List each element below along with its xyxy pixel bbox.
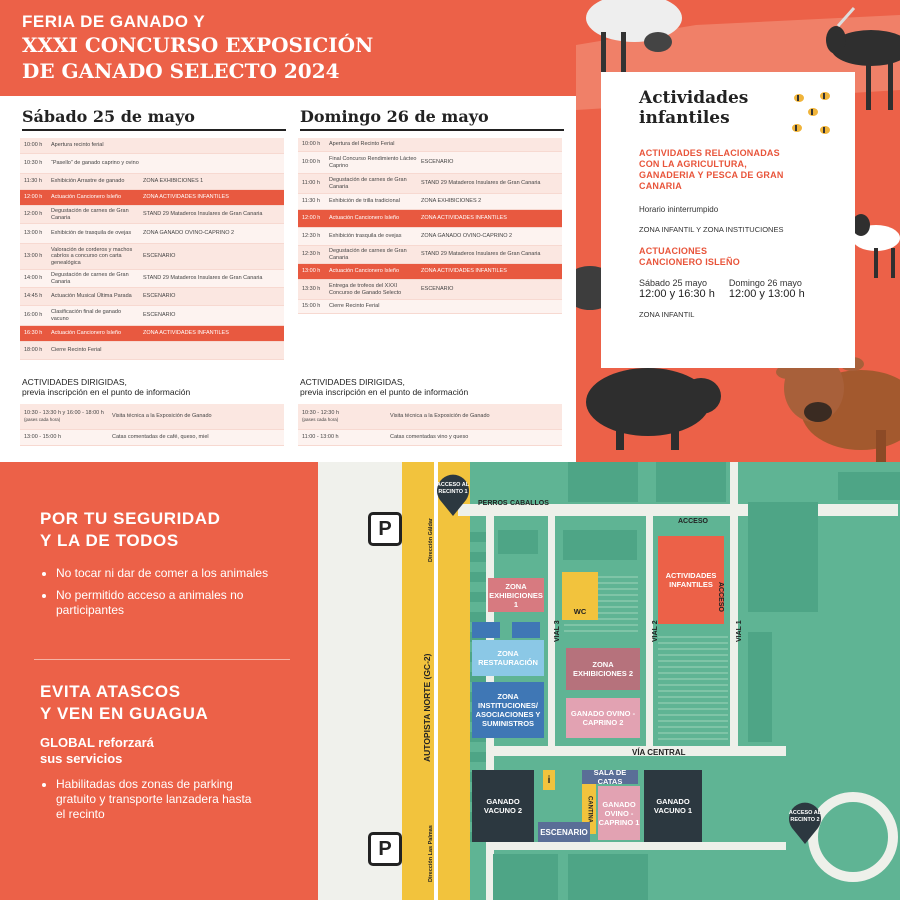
guided-title: ACTIVIDADES DIRIGIDAS, — [300, 377, 405, 387]
schedule-activity: Apertura del Recinto Ferial — [329, 141, 395, 148]
guided-time: 11:00 - 13:00 h — [302, 434, 339, 441]
restaurant-stalls — [472, 622, 544, 638]
traffic-title-1: EVITA ATASCOS — [40, 682, 181, 701]
schedule-activity: “Pasello” de ganado caprino y ovino — [51, 160, 139, 167]
schedule-row — [20, 326, 284, 342]
road-south — [486, 842, 786, 850]
schedule-time: 11:30 h — [24, 178, 42, 185]
schedule-time: 10:00 h — [302, 141, 321, 148]
schedule-row — [20, 190, 284, 206]
schedule-zone: ZONA ACTIVIDADES INFANTILES — [421, 215, 507, 222]
schedule-zone: STAND 29 Mataderos Insulares de Gran Canaria — [421, 251, 541, 258]
kids-card — [601, 72, 855, 368]
traffic-section — [40, 681, 260, 822]
schedule-activity: Degustación de carnes de Gran Canaria — [51, 272, 129, 285]
title-line-1: FERIA DE GANADO Y — [22, 12, 206, 31]
schedule-activity: Entrega de trofeos del XXXI Concurso de Ganado Selecto — [329, 283, 402, 296]
schedule-time: 13:00 h — [24, 230, 43, 237]
sunday-schedule — [298, 138, 562, 314]
zone-cattle-2[interactable]: GANADO VACUNO 2 — [472, 770, 534, 842]
kids-title-1: Actividades — [639, 88, 749, 108]
kids-zone-2: ZONA INFANTIL — [639, 310, 695, 319]
sunday-guided-header — [300, 377, 468, 397]
saturday-schedule — [20, 138, 284, 360]
guided-activity: Catas comentadas vino y queso — [390, 434, 469, 441]
schedule-zone: ZONA ACTIVIDADES INFANTILES — [143, 194, 229, 201]
schedule-time: 18:00 h — [24, 347, 43, 354]
horses-label: CABALLOS — [510, 500, 549, 507]
schedule-time: 15:00 h — [302, 303, 321, 310]
schedule-time: 11:00 h — [302, 180, 320, 187]
traffic-item: • Habilitadas dos zonas de parking gratuito y transporte lanzadera hasta el recinto — [56, 777, 260, 822]
schedule-row — [20, 288, 284, 306]
kids-schedule: Horario ininterrumpido — [639, 205, 719, 214]
canteen[interactable]: CANTINA — [582, 784, 596, 834]
schedule-row — [298, 194, 562, 210]
kids-zone-1: ZONA INFANTIL Y ZONA INSTITUCIONES — [639, 225, 784, 234]
guided-activity: Visita técnica a la Exposición de Ganado — [112, 413, 212, 420]
schedule-zone: ESCENARIO — [143, 253, 176, 260]
safety-item: • No tocar ni dar de comer a los animales — [56, 566, 270, 581]
tasting-room[interactable]: SALA DE CATAS — [582, 770, 638, 784]
schedule-time: 12:00 h — [24, 194, 43, 201]
schedule-time: 10:00 h — [302, 159, 321, 166]
schedule-time: 13:00 h — [302, 268, 321, 275]
highway-median — [434, 462, 438, 900]
block — [656, 462, 726, 502]
kids-activity-1: ACTIVIDADES RELACIONADAS CON LA AGRICULTURA, GANADERIA Y PESCA DE GRAN CANARIA — [639, 148, 784, 191]
access-pin-2[interactable] — [788, 800, 822, 844]
guided-time-cell — [302, 410, 390, 423]
zone-exhibitions-2[interactable]: ZONA EXHIBICIONES 2 — [566, 648, 640, 690]
access-pin-1[interactable] — [436, 472, 470, 516]
kids-activity-2: ACTUACIONES CANCIONERO ISLEÑO — [639, 246, 740, 267]
schedule-zone: ESCENARIO — [143, 312, 176, 319]
schedule-row — [298, 152, 562, 174]
traffic-list — [40, 777, 260, 822]
vial-2-label: VIAL 2 — [652, 620, 659, 642]
schedule-zone: ZONA ACTIVIDADES INFANTILES — [143, 330, 229, 337]
guided-title: ACTIVIDADES DIRIGIDAS, — [22, 377, 127, 387]
guided-time-cell — [302, 434, 390, 440]
guided-time: 10:30 - 12:30 h — [302, 410, 340, 417]
schedule-activity: Valoración de corderos y machos cabríos a concurso con carta genealógica — [51, 246, 133, 266]
block — [748, 632, 772, 742]
saturday-divider — [22, 129, 286, 131]
schedule-row — [298, 228, 562, 246]
access-1-label: ACCESO AL RECINTO 1 — [436, 482, 470, 495]
schedule-activity: Exhibición de trilla tradicional — [329, 198, 400, 205]
schedule-time: 16:30 h — [24, 330, 43, 337]
info-panel — [0, 462, 318, 900]
schedule-time: 12:30 h — [302, 233, 321, 240]
schedule-zone: ZONA GANADO OVINO-CAPRINO 2 — [421, 233, 513, 240]
zone-ovine-caprine-2[interactable]: GANADO OVINO - CAPRINO 2 — [566, 698, 640, 738]
schedule-row — [20, 342, 284, 360]
guided-row — [20, 430, 284, 446]
kids-activities-zone[interactable]: ACTIVIDADES INFANTILES — [658, 536, 724, 624]
road-vial-1 — [730, 462, 738, 752]
guided-time: 10:30 - 13:30 h y 16:00 - 18:00 h — [24, 410, 104, 417]
guided-time-cell — [24, 434, 112, 440]
schedule-row — [20, 306, 284, 326]
saturday-guided-header — [22, 377, 190, 397]
schedule-zone: ZONA ACTIVIDADES INFANTILES — [421, 268, 507, 275]
schedule-row — [298, 264, 562, 280]
schedule-activity: Exhibición de trasquila de ovejas — [51, 230, 132, 237]
schedule-activity: Actuación Cancionero Isleño — [329, 268, 400, 275]
schedule-time: 12:30 h — [302, 251, 321, 258]
safety-item: • No permitido acceso a animales no participantes — [56, 588, 270, 618]
schedule-activity: Actuación Cancionero Isleño — [51, 330, 122, 337]
schedule-zone: ESCENARIO — [421, 159, 454, 166]
schedule-zone: STAND 29 Mataderos Insulares de Gran Canaria — [421, 180, 541, 187]
saturday-guided-table — [20, 404, 284, 446]
schedule-row — [20, 244, 284, 270]
safety-title-2: Y LA DE TODOS — [40, 531, 179, 550]
vial-3-label: VIAL 3 — [554, 620, 561, 642]
guided-note: (pases cada hora) — [24, 416, 61, 422]
schedule-zone: ZONA EXHIBICIONES 2 — [421, 198, 482, 205]
schedule-time: 13:00 h — [24, 253, 43, 260]
dogs-label: PERROS — [478, 500, 508, 507]
schedule-row — [20, 138, 284, 154]
via-central-label: VÍA CENTRAL — [632, 748, 686, 757]
sunday-guided-table — [298, 404, 562, 446]
kids-times — [639, 278, 817, 300]
schedule-activity: Degustación de carnes de Gran Canaria — [51, 208, 129, 221]
traffic-sub-1: GLOBAL reforzará — [40, 735, 154, 750]
safety-title-1: POR TU SEGURIDAD — [40, 509, 221, 528]
venue-map — [318, 462, 900, 900]
schedule-activity: Cierre Recinto Ferial — [329, 303, 380, 310]
sunday-label: Domingo 26 mayo — [728, 278, 802, 288]
info-point[interactable]: i — [543, 770, 555, 790]
access-label: ACCESO — [678, 518, 708, 525]
parking-icon[interactable]: P — [368, 832, 402, 866]
stall-rows — [658, 632, 728, 742]
schedule-time: 13:30 h — [302, 286, 321, 293]
sunday-times: 12:00 y 13:00 h — [728, 288, 805, 300]
schedule-activity: Cierre Recinto Ferial — [51, 347, 102, 354]
wc[interactable]: WC — [562, 572, 598, 620]
direction-galdar: Dirección Gáldar — [428, 517, 434, 562]
guided-subtitle: previa inscripción en el punto de información — [22, 387, 191, 397]
schedule-activity: Degustación de carnes de Gran Canaria — [329, 248, 407, 261]
schedule-time: 10:00 h — [24, 142, 43, 149]
schedule-row — [20, 206, 284, 224]
block — [568, 462, 638, 502]
schedule-row — [298, 138, 562, 152]
schedule-time: 14:45 h — [24, 293, 43, 300]
direction-las-palmas: Dirección Las Palmas — [428, 825, 434, 882]
guided-time-cell — [24, 410, 112, 423]
schedule-activity: Actuación Cancionero Isleño — [51, 194, 122, 201]
schedule-zone: ZONA GANADO OVINO-CAPRINO 2 — [143, 230, 235, 237]
schedule-time: 12:00 h — [24, 211, 43, 218]
section-divider — [34, 659, 290, 660]
schedule-activity: Clasificación final de ganado vacuno — [51, 309, 122, 322]
block — [493, 854, 558, 900]
schedule-activity: Apertura recinto ferial — [51, 142, 104, 149]
schedule-activity: Actuación Cancionero Isleño — [329, 215, 400, 222]
block — [568, 854, 648, 900]
block — [748, 502, 818, 612]
schedule-zone: STAND 29 Mataderos Insulares de Gran Canaria — [143, 275, 263, 282]
guided-activity: Visita técnica a la Exposición de Ganado — [390, 413, 490, 420]
schedule-time: 12:00 h — [302, 215, 321, 222]
schedule-activity: Exhibición Arrastre de ganado — [51, 178, 125, 185]
access-side-label: ACCESO — [717, 582, 724, 612]
zone-restaurant[interactable]: ZONA RESTAURACIÓN — [472, 640, 544, 676]
safety-section — [40, 508, 270, 618]
schedule-row — [298, 174, 562, 194]
saturday-label: Sábado 25 mayo — [639, 278, 708, 288]
zone-exhibitions-1[interactable]: ZONA EXHIBICIONES 1 — [488, 578, 544, 612]
schedule-row — [20, 224, 284, 244]
zone-ovine-caprine-1[interactable]: GANADO OVINO - CAPRINO 1 — [598, 786, 640, 840]
schedule-activity: Final Concurso Rendimiento Lácteo Caprino — [329, 156, 417, 169]
title-line-2: XXXI CONCURSO EXPOSICIÓN — [22, 33, 374, 57]
highway-label: AUTOPISTA NORTE (GC-2) — [422, 653, 432, 762]
schedule-zone: STAND 29 Mataderos Insulares de Gran Canaria — [143, 211, 263, 218]
zone-institutions[interactable]: ZONA INSTITUCIONES/ ASOCIACIONES Y SUMINISTROS — [472, 682, 544, 738]
schedule-time: 14:00 h — [24, 275, 43, 282]
schedule-row — [298, 246, 562, 264]
sunday-divider — [300, 129, 564, 131]
guided-subtitle: previa inscripción en el punto de información — [300, 387, 469, 397]
schedule-activity: Exhibición trasquila de ovejas — [329, 233, 402, 240]
schedule-row — [20, 270, 284, 288]
schedule-row — [20, 174, 284, 190]
zone-cattle-1[interactable]: GANADO VACUNO 1 — [644, 770, 702, 842]
bees-icon — [787, 86, 837, 142]
guided-row — [20, 404, 284, 430]
schedule-row — [298, 210, 562, 228]
saturday-times: 12:00 y 16:30 h — [639, 288, 715, 300]
guided-time: 13:00 - 15:00 h — [24, 434, 62, 441]
saturday-title: Sábado 25 de mayo — [22, 107, 195, 126]
traffic-sub-2: sus servicios — [40, 751, 123, 766]
schedule-zone: ZONA EXHIBICIONES 1 — [143, 178, 204, 185]
access-2-label: ACCESO AL RECINTO 2 — [788, 810, 822, 823]
schedule-activity: Actuación Musical Última Parada — [51, 293, 132, 300]
schedule-zone: ESCENARIO — [421, 286, 454, 293]
block — [498, 530, 538, 554]
schedule-time: 16:00 h — [24, 312, 43, 319]
block — [563, 530, 637, 560]
schedule-row — [298, 280, 562, 300]
schedule-activity: Degustación de carnes de Gran Canaria — [329, 177, 407, 190]
kids-title-2: infantiles — [639, 108, 730, 128]
title-line-3: DE GANADO SELECTO 2024 — [22, 59, 340, 83]
guided-row — [298, 404, 562, 430]
guided-row — [298, 430, 562, 446]
title-band — [0, 0, 576, 96]
sunday-title: Domingo 26 de mayo — [300, 107, 489, 126]
block — [838, 472, 900, 500]
schedule-zone: ESCENARIO — [143, 293, 176, 300]
schedule-time: 11:30 h — [302, 198, 320, 205]
traffic-title-2: Y VEN EN GUAGUA — [40, 704, 209, 723]
schedule-row — [20, 154, 284, 174]
schedule-time: 10:30 h — [24, 160, 43, 167]
guided-note: (pases cada hora) — [302, 416, 339, 422]
vial-1-label: VIAL 1 — [736, 620, 743, 642]
parking-icon[interactable]: P — [368, 512, 402, 546]
schedule-row — [298, 300, 562, 314]
stage[interactable]: ESCENARIO — [538, 822, 590, 842]
safety-list — [40, 566, 270, 618]
guided-activity: Catas comentadas de café, queso, miel — [112, 434, 209, 441]
